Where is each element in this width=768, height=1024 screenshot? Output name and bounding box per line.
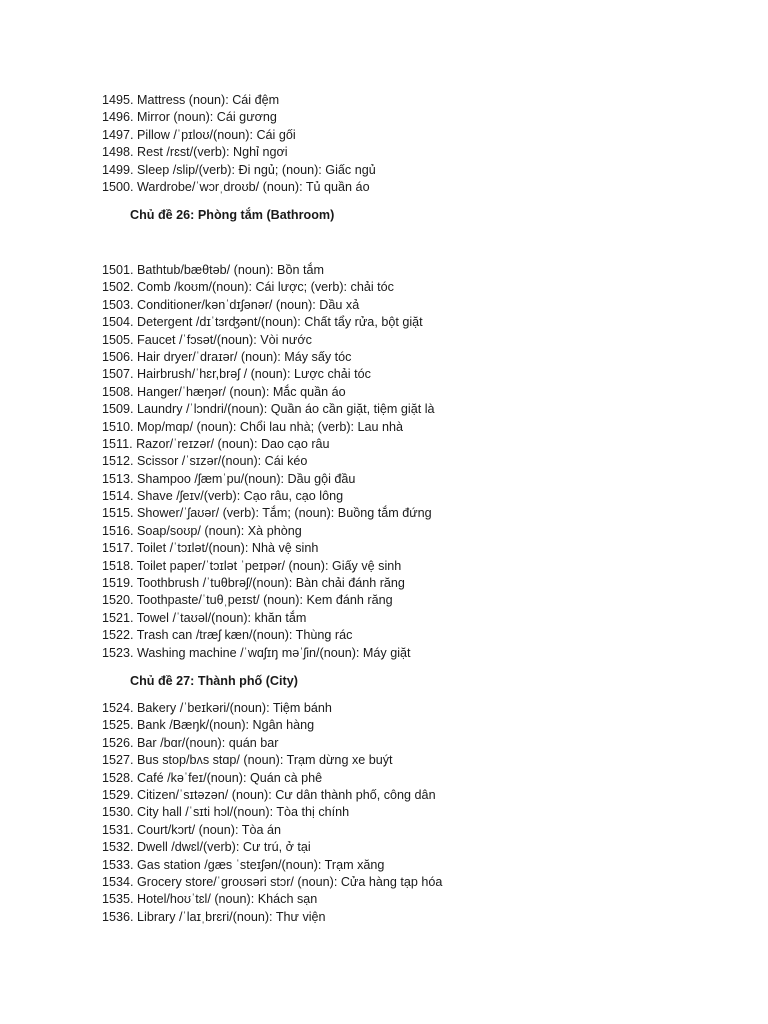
list-item: 1515. Shower/ˈʃaʊər/ (verb): Tắm; (noun): Buồng tắm đứng xyxy=(102,506,432,521)
list-item: 1504. Detergent /dɪˈtɜrʤənt/(noun): Chất tẩy rửa, bột giặt xyxy=(102,315,423,330)
list-item: 1507. Hairbrush/ˈhɛr,brəʃ / (noun): Lược chải tóc xyxy=(102,367,371,382)
list-item: 1518. Toilet paper/ˈtɔɪlət ˈpeɪpər/ (noun): Giấy vệ sinh xyxy=(102,558,402,573)
list-item: 1533. Gas station /gæs ˈsteɪʃən/(noun): Trạm xăng xyxy=(102,857,385,872)
list-item: 1505. Faucet /ˈfɔsət/(noun): Vòi nước xyxy=(102,332,312,347)
list-item: 1511. Razor/ˈreɪzər/ (noun): Dao cạo râu xyxy=(102,436,330,451)
list-item: 1527. Bus stop/bʌs stɑp/ (noun): Trạm dừng xe buýt xyxy=(102,753,393,768)
list-item: 1500. Wardrobe/ˈwɔrˌdroʊb/ (noun): Tủ quần áo xyxy=(102,179,370,194)
list-item: 1526. Bar /bɑr/(noun): quán bar xyxy=(102,735,279,750)
list-item: 1536. Library /ˈlaɪˌbrɛri/(noun): Thư viện xyxy=(102,909,326,924)
vocab-list-bedroom xyxy=(102,92,376,196)
list-item: 1508. Hanger/ˈhæŋər/ (noun): Mắc quần áo xyxy=(102,384,346,399)
list-item: 1524. Bakery /ˈbeɪkəri/(noun): Tiệm bánh xyxy=(102,701,332,715)
list-item: 1495. Mattress (noun): Cái đệm xyxy=(102,93,280,107)
list-item: 1531. Court/kɔrt/ (noun): Tòa án xyxy=(102,822,281,837)
list-item: 1529. Citizen/ˈsɪtəzən/ (noun): Cư dân thành phố, công dân xyxy=(102,787,436,802)
list-item: 1499. Sleep /slip/(verb): Đi ngủ; (noun): Giấc ngủ xyxy=(102,162,376,177)
list-item: 1522. Trash can /træʃ kæn/(noun): Thùng rác xyxy=(102,628,353,643)
list-item: 1516. Soap/soʊp/ (noun): Xà phòng xyxy=(102,523,302,538)
vocab-list-city xyxy=(102,700,442,926)
list-item: 1532. Dwell /dwɛl/(verb): Cư trú, ở tại xyxy=(102,840,311,855)
list-item: 1514. Shave /ʃeɪv/(verb): Cạo râu, cạo lông xyxy=(102,489,344,504)
list-item: 1534. Grocery store/ˈgroʊsəri stɔr/ (noun): Cửa hàng tạp hóa xyxy=(102,874,443,889)
list-item: 1525. Bank /Bæŋk/(noun): Ngân hàng xyxy=(102,718,315,733)
list-item: 1519. Toothbrush /ˈtuθbrəʃ/(noun): Bàn chải đánh răng xyxy=(102,576,405,591)
list-item: 1509. Laundry /ˈlɔndri/(noun): Quần áo cần giặt, tiệm giặt là xyxy=(102,402,435,417)
list-item: 1497. Pillow /ˈpɪloʊ/(noun): Cái gối xyxy=(102,127,296,142)
list-item: 1496. Mirror (noun): Cái gương xyxy=(102,110,277,125)
list-item: 1502. Comb /koʊm/(noun): Cái lược; (verb): chải tóc xyxy=(102,280,394,295)
list-item: 1512. Scissor /ˈsɪzər/(noun): Cái kéo xyxy=(102,454,308,469)
section-heading-city: Chủ đề 27: Thành phố (City) xyxy=(130,674,298,688)
list-item: 1503. Conditioner/kənˈdɪʃənər/ (noun): Dầu xả xyxy=(102,297,360,312)
list-item: 1501. Bathtub/bæθtəb/ (noun): Bồn tắm xyxy=(102,263,324,277)
list-item: 1530. City hall /ˈsɪti hɔl/(noun): Tòa thị chính xyxy=(102,805,350,820)
list-item: 1528. Café /kəˈfeɪ/(noun): Quán cà phê xyxy=(102,770,323,785)
section-heading-bathroom: Chủ đề 26: Phòng tắm (Bathroom) xyxy=(130,208,335,222)
list-item: 1510. Mop/mɑp/ (noun): Chổi lau nhà; (verb): Lau nhà xyxy=(102,419,404,434)
list-item: 1517. Toilet /ˈtɔɪlət/(noun): Nhà vệ sinh xyxy=(102,541,319,556)
list-item: 1521. Towel /ˈtaʊəl/(noun): khăn tắm xyxy=(102,610,307,625)
list-item: 1506. Hair dryer/ˈdraɪər/ (noun): Máy sấy tóc xyxy=(102,349,352,364)
list-item: 1523. Washing machine /ˈwɑʃɪŋ məˈʃin/(noun): Máy giặt xyxy=(102,645,411,660)
list-item: 1498. Rest /rɛst/(verb): Nghỉ ngơi xyxy=(102,145,288,160)
vocab-list-bathroom xyxy=(102,262,435,662)
list-item: 1520. Toothpaste/ˈtuθˌpeɪst/ (noun): Kem đánh răng xyxy=(102,593,393,608)
list-item: 1513. Shampoo /ʃæmˈpu/(noun): Dầu gội đầu xyxy=(102,471,356,486)
list-item: 1535. Hotel/hoʊˈtɛl/ (noun): Khách sạn xyxy=(102,892,318,907)
